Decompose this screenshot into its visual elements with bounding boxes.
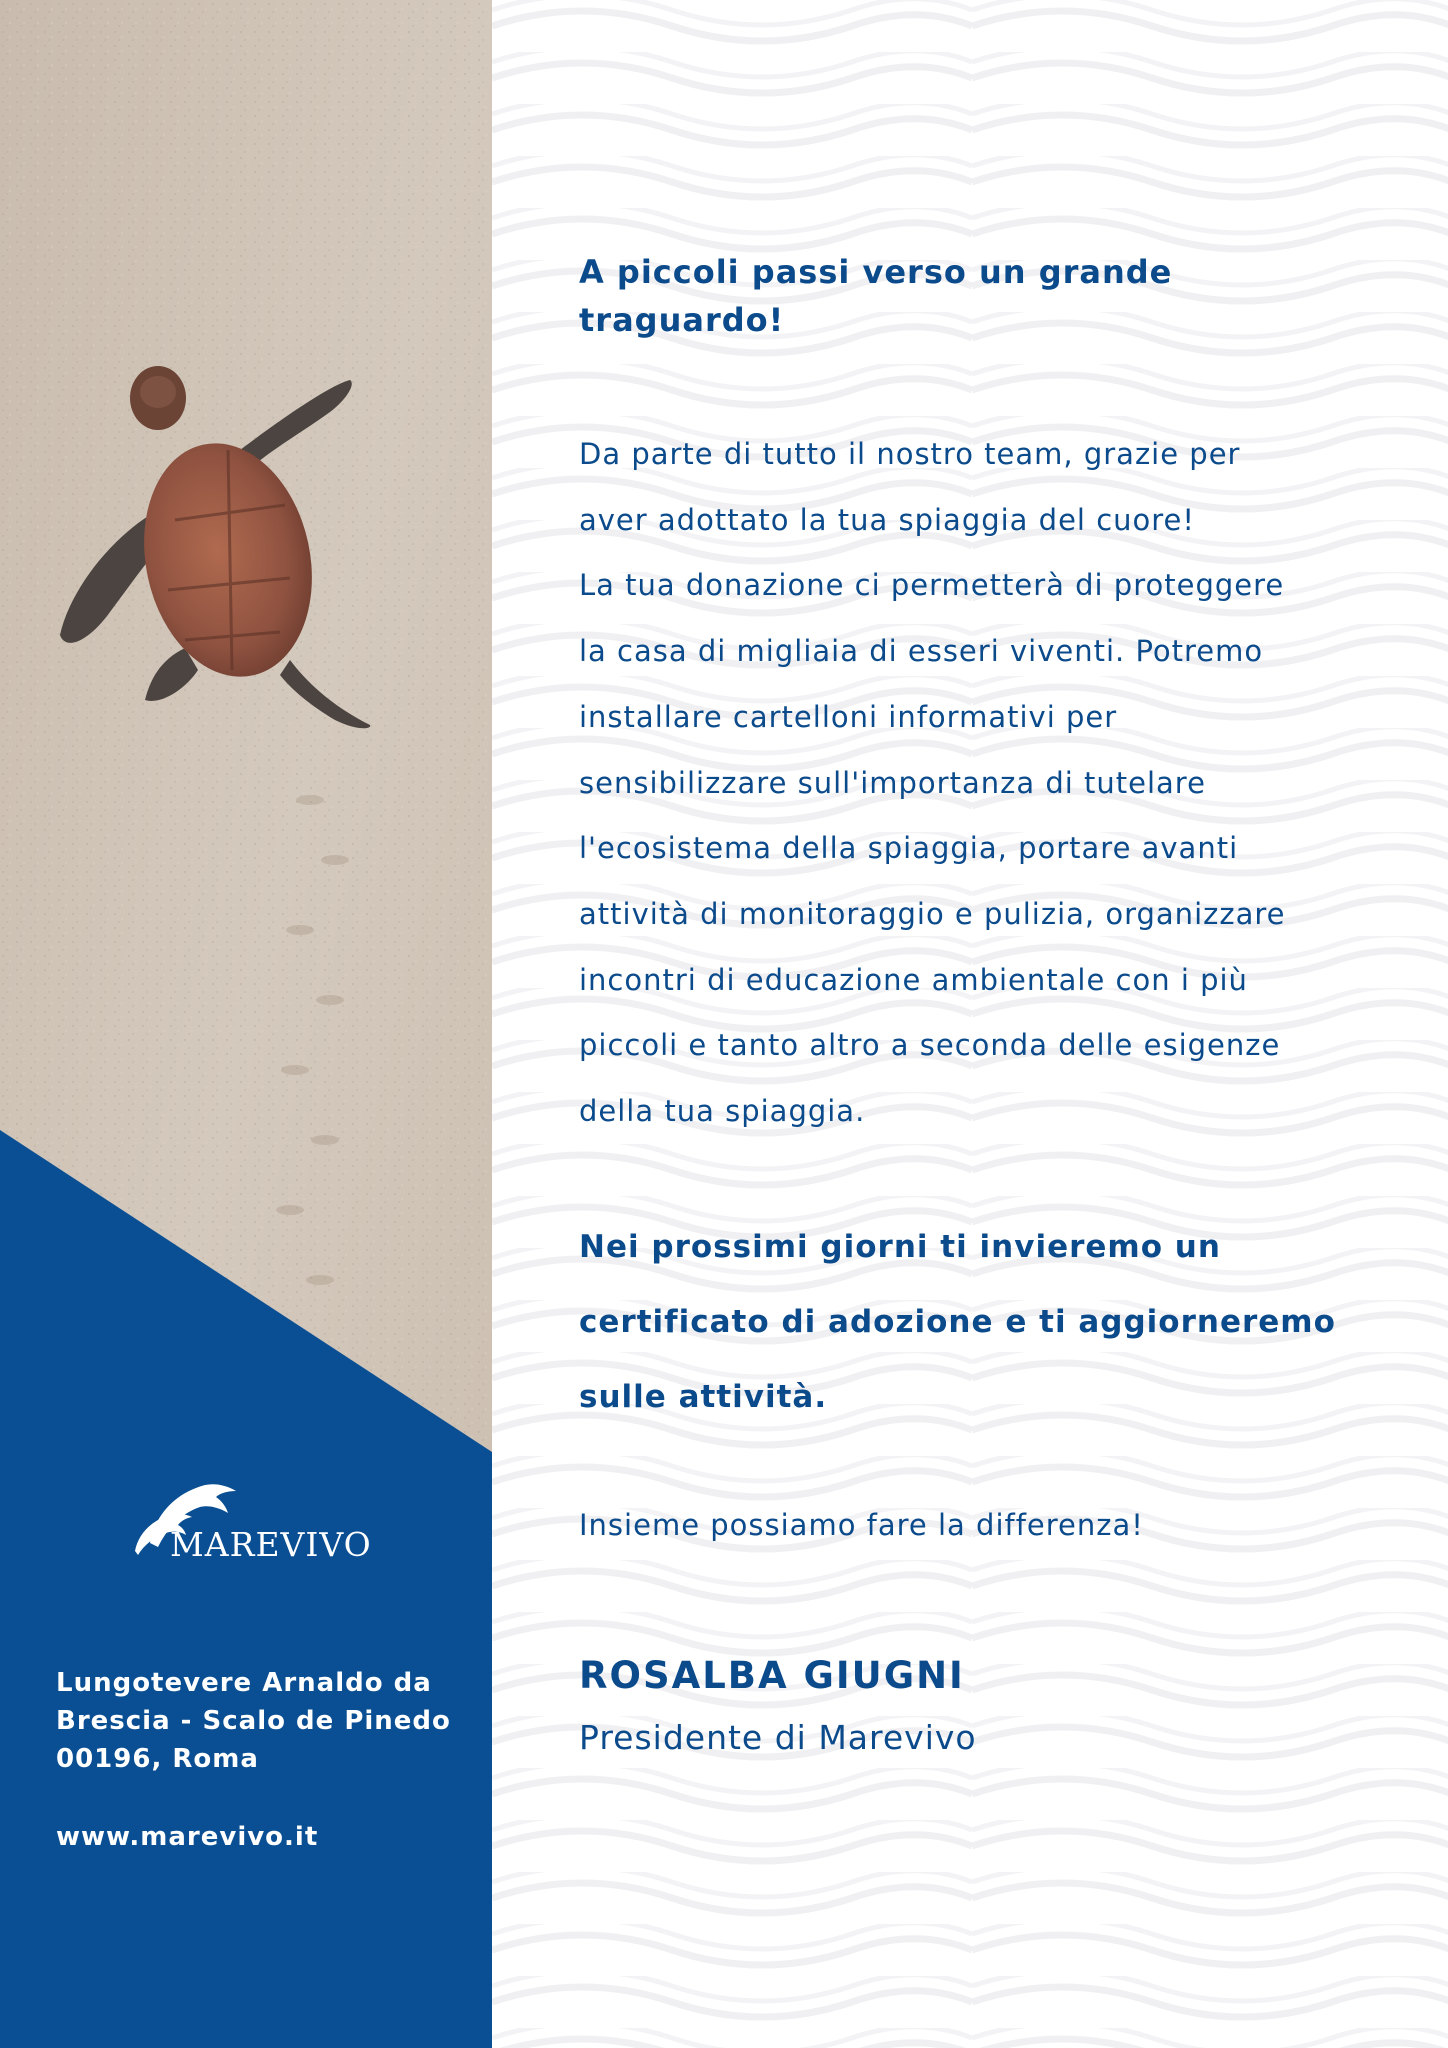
address-line: Lungotevere Arnaldo da — [56, 1668, 432, 1698]
body-line: aver adottato la tua spiaggia del cuore! — [579, 502, 1196, 537]
body-line: la casa di migliaia di esseri viventi. Potremo — [579, 634, 1264, 669]
highlight-line: certificato di adozione e ti aggiorneremo — [579, 1304, 1336, 1340]
letter-headline — [579, 248, 1339, 344]
address-block — [56, 1664, 451, 1778]
headline-line: A piccoli passi verso un grande — [579, 253, 1173, 291]
body-line: incontri di educazione ambientale con i più — [579, 962, 1248, 997]
body-line: della tua spiaggia. — [579, 1094, 866, 1129]
signer-name: ROSALBA GIUGNI — [579, 1654, 965, 1697]
left-panel — [0, 0, 492, 2048]
body-line: piccoli e tanto altro a seconda delle esigenze — [579, 1028, 1281, 1063]
highlight-line: sulle attività. — [579, 1379, 828, 1415]
address-line: Brescia - Scalo de Pinedo — [56, 1706, 451, 1736]
body-line: sensibilizzare sull'importanza di tutelare — [579, 765, 1206, 800]
body-line: La tua donazione ci permetterà di proteggere — [579, 568, 1285, 603]
headline-line: traguardo! — [579, 301, 785, 339]
body-line: attività di monitoraggio e pulizia, organizzare — [579, 896, 1286, 931]
letter-highlight — [579, 1210, 1379, 1435]
brand-name: MAREVIVO — [170, 1525, 372, 1564]
address-line: 00196, Roma — [56, 1744, 259, 1774]
letter-body — [579, 422, 1379, 1145]
website-link[interactable]: www.marevivo.it — [56, 1822, 319, 1852]
highlight-line: Nei prossimi giorni ti invieremo un — [579, 1229, 1221, 1265]
body-line: Da parte di tutto il nostro team, grazie per — [579, 437, 1241, 471]
closing-line: Insieme possiamo fare la differenza! — [579, 1508, 1144, 1542]
body-line: l'ecosistema della spiaggia, portare avanti — [579, 831, 1239, 866]
signer-role: Presidente di Marevivo — [579, 1718, 977, 1757]
body-line: installare cartelloni informativi per — [579, 699, 1118, 734]
